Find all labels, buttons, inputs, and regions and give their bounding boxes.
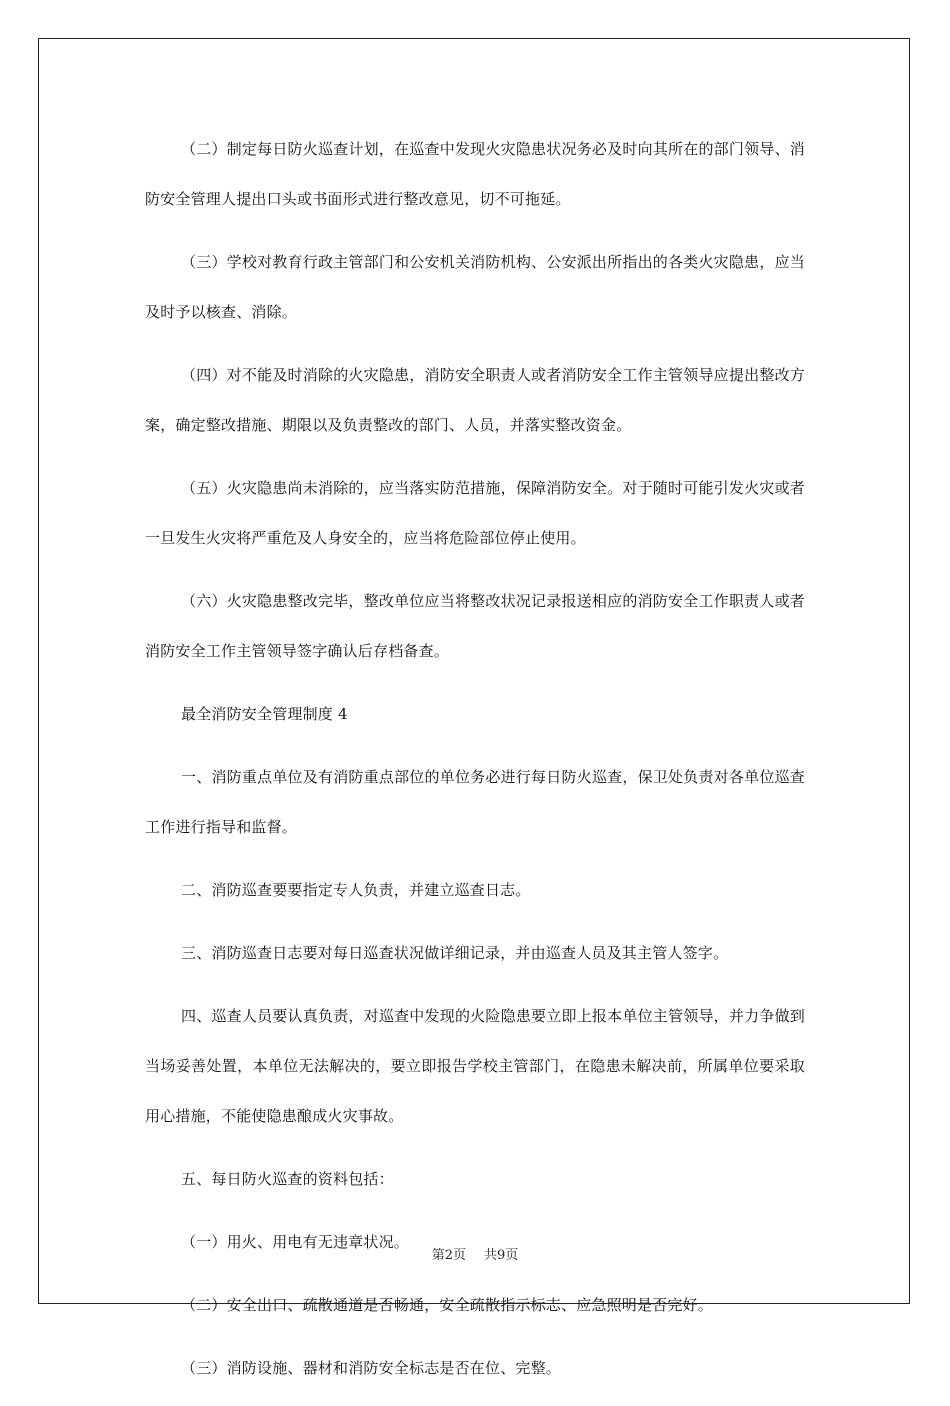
section-heading: 最全消防安全管理制度 4 — [181, 705, 348, 723]
page-number: 第2页 — [431, 1248, 466, 1263]
paragraph: 三、消防巡查日志要对每日巡查状况做详细记录，并由巡查人员及其主管人签字。 — [181, 944, 729, 962]
paragraph: （三）消防设施、器材和消防安全标志是否在位、完整。 — [181, 1359, 562, 1377]
paragraph: 二、消防巡查要要指定专人负责，并建立巡查日志。 — [181, 881, 531, 899]
paragraph: （一）用火、用电有无违章状况。 — [181, 1233, 410, 1251]
paragraph: （三）学校对教育行政主管部门和公安机关消防机构、公安派出所指出的各类火灾隐患，应当及时予以核查、消除。 — [145, 253, 805, 321]
paragraph: （二）制定每日防火巡查计划，在巡查中发现火灾隐患状况务必及时向其所在的部门领导、消防安全管理人提出口头或书面形式进行整改意见，切不可拖延。 — [145, 140, 805, 208]
document-body — [145, 124, 805, 1406]
paragraph: （五）火灾隐患尚未消除的，应当落实防范措施，保障消防安全。对于随时可能引发火灾或者一旦发生火灾将严重危及人身安全的，应当将危险部位停止使用。 — [145, 479, 805, 547]
paragraph: （二）安全出口、疏散通道是否畅通，安全疏散指示标志、应急照明是否完好。 — [181, 1296, 714, 1314]
page-footer — [0, 1244, 950, 1263]
paragraph: 四、巡查人员要认真负责，对巡查中发现的火险隐患要立即上报本单位主管领导，并力争做到当场妥善处置，本单位无法解决的，要立即报告学校主管部门，在隐患未解决前，所属单位要采取用心措施，不能使隐患酿成火灾事故。 — [145, 1007, 805, 1125]
paragraph: （四）对不能及时消除的火灾隐患，消防安全职责人或者消防安全工作主管领导应提出整改方案，确定整改措施、期限以及负责整改的部门、人员，并落实整改资金。 — [145, 366, 805, 434]
paragraph: （六）火灾隐患整改完毕，整改单位应当将整改状况记录报送相应的消防安全工作职责人或者消防安全工作主管领导签字确认后存档备查。 — [145, 592, 805, 660]
paragraph: 一、消防重点单位及有消防重点部位的单位务必进行每日防火巡查，保卫处负责对各单位巡查工作进行指导和监督。 — [145, 768, 805, 836]
page-total: 共9页 — [484, 1248, 519, 1263]
paragraph: 五、每日防火巡查的资料包括： — [181, 1170, 394, 1188]
